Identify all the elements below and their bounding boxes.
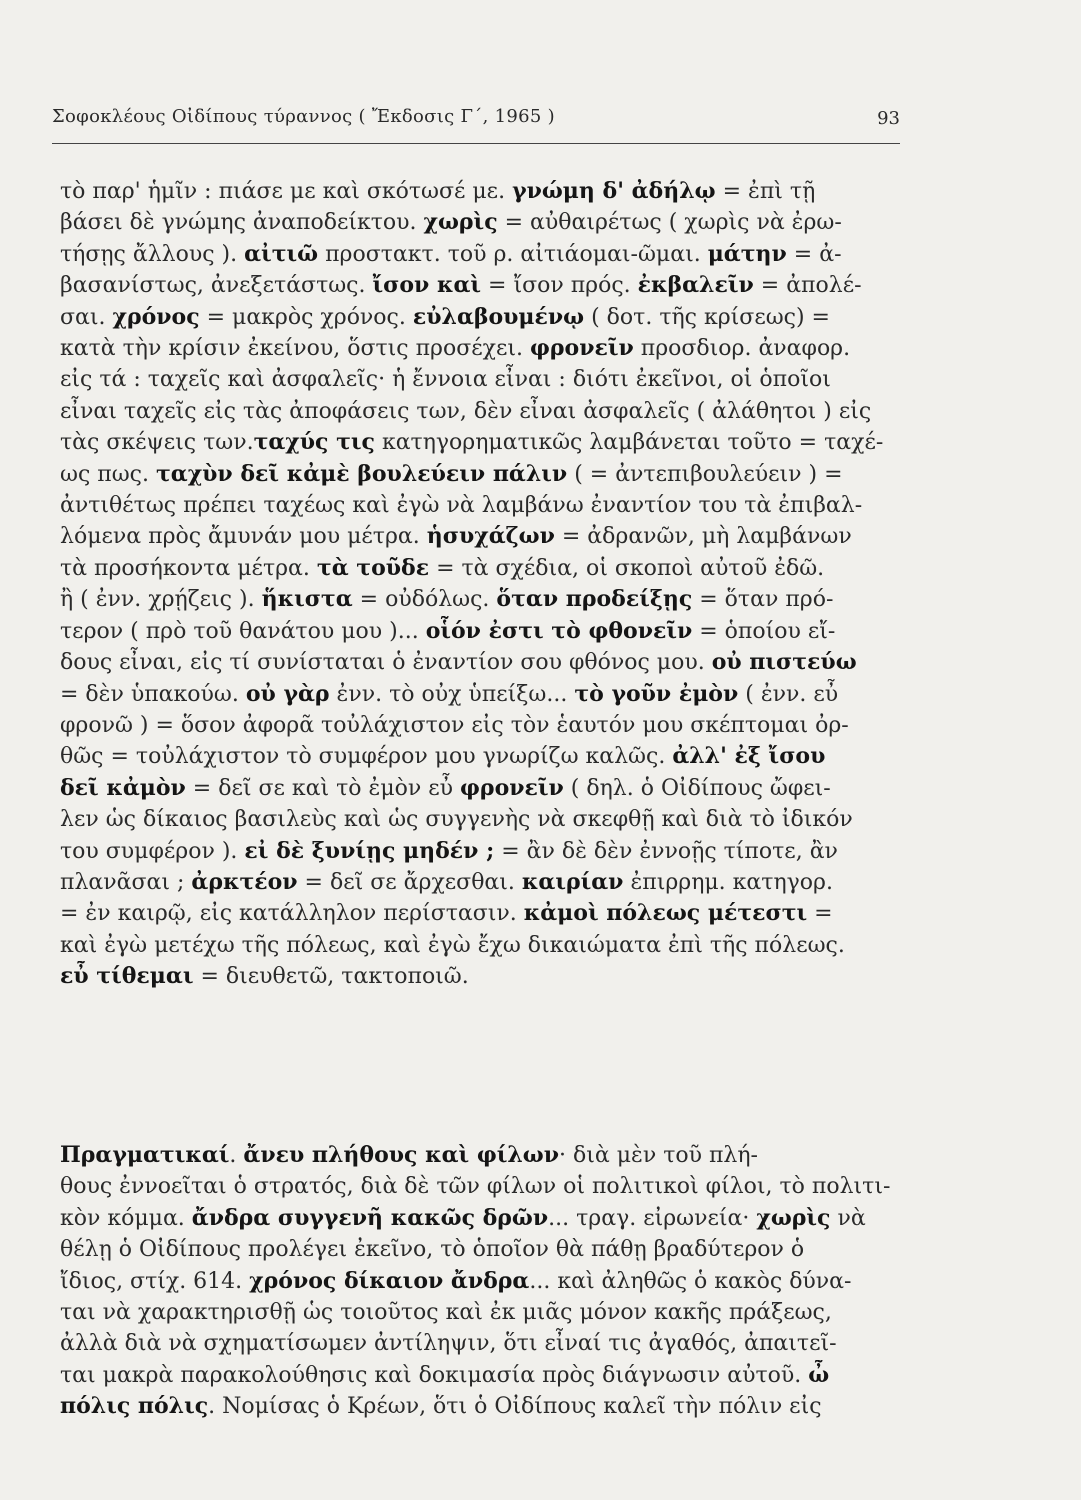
text-line: Πραγματικαί. ἄνευ πλήθους καὶ φίλων· διὰ μὲν τοῦ πλή-	[60, 1142, 758, 1168]
text-line: λεν ὡς δίκαιος βασιλεὺς καὶ ὡς συγγενὴς νὰ σκεφθῇ καὶ διὰ τὸ ἰδικόν	[60, 807, 853, 833]
text-line: θῶς = τοὐλάχιστον τὸ συμφέρον μου γνωρίζω καλῶς. ἀλλ' ἐξ ἴσου	[60, 743, 826, 770]
text-line: βάσει δὲ γνώμης ἀναποδείκτου. χωρὶς = αὐθαιρέτως ( χωρὶς νὰ ἐρω-	[60, 209, 842, 236]
text-line: ἴδιος, στίχ. 614. χρόνος δίκαιον ἄνδρα... καὶ ἀληθῶς ὁ κακὸς δύνα-	[60, 1267, 852, 1294]
text-line: εἰς τά : ταχεῖς καὶ ἀσφαλεῖς· ἡ ἔννοια εἶναι : διότι ἐκεῖνοι, οἱ ὁποῖοι	[60, 367, 831, 393]
text-line: δους εἶναι, εἰς τί συνίσταται ὁ ἐναντίον σου φθόνος μου. οὐ πιστεύω	[60, 649, 857, 676]
text-line: του συμφέρον ). εἰ δὲ ξυνίῃς μηδέν ; = ἂν δὲ δὲν ἐννοῇς τίποτε, ἂν	[60, 837, 838, 864]
text-line: τὰ προσήκοντα μέτρα. τὰ τοῦδε = τὰ σχέδια, οἱ σκοποὶ αὐτοῦ ἐδῶ.	[60, 554, 825, 581]
running-head: Σοφοκλέους Οἰδίπους τύραννος ( Ἔκδοσις Γ΄, 1965 )	[52, 106, 556, 127]
text-line: βασανίστως, ἀνεξετάστως. ἴσον καὶ = ἴσον πρός. ἐκβαλεῖν = ἀπολέ-	[60, 272, 862, 299]
text-line: = δὲν ὑπακούω. οὐ γὰρ ἐνν. τὸ οὐχ ὑπείξω... τὸ γοῦν ἐμὸν ( ἐνν. εὖ	[60, 680, 839, 707]
text-line: σαι. χρόνος = μακρὸς χρόνος. εὐλαβουμένῳ ( δοτ. τῆς κρίσεως) =	[60, 303, 830, 330]
text-line: θέλῃ ὁ Οἰδίπους προλέγει ἐκεῖνο, τὸ ὁποῖον θὰ πάθῃ βραδύτερον ὁ	[60, 1237, 805, 1263]
text-line: ἀντιθέτως πρέπει ταχέως καὶ ἐγὼ νὰ λαμβάνω ἐναντίον του τὰ ἐπιβαλ-	[60, 493, 863, 519]
text-line: δεῖ κἀμὸν = δεῖ σε καὶ τὸ ἐμὸν εὖ φρονεῖν ( δηλ. ὁ Οἰδίπους ὤφει-	[60, 774, 831, 801]
page-number: 93	[877, 108, 900, 129]
text-line: εὖ τίθεμαι = διευθετῶ, τακτοποιῶ.	[60, 963, 469, 990]
text-line: ἢ ( ἐνν. χρῄζεις ). ἥκιστα = οὐδόλως. ὅταν προδείξῃς = ὅταν πρό-	[60, 586, 834, 613]
text-line: θους ἐννοεῖται ὁ στρατός, διὰ δὲ τῶν φίλων οἱ πολιτικοὶ φίλοι, τὸ πολιτι-	[60, 1174, 891, 1200]
text-line: καὶ ἐγὼ μετέχω τῆς πόλεως, καὶ ἐγὼ ἔχω δικαιώματα ἐπὶ τῆς πόλεως.	[60, 932, 845, 958]
header-rule	[52, 143, 900, 144]
commentary-paragraph-2	[60, 1140, 910, 1423]
text-line: ται μακρὰ παρακολούθησις καὶ δοκιμασία πρὸς διάγνωσιν αὐτοῦ. ὦ	[60, 1361, 830, 1388]
text-line: πόλις πόλις. Νομίσας ὁ Κρέων, ὅτι ὁ Οἰδίπους καλεῖ τὴν πόλιν εἰς	[60, 1393, 822, 1420]
text-line: ται νὰ χαρακτηρισθῇ ὡς τοιοῦτος καὶ ἐκ μιᾶς μόνον κακῆς πράξεως,	[60, 1300, 832, 1326]
text-line: φρονῶ ) = ὅσον ἀφορᾶ τοὐλάχιστον εἰς τὸν ἑαυτόν μου σκέπτομαι ὀρ-	[60, 712, 849, 738]
text-line: τὸ παρ' ἡμῖν : πιάσε με καὶ σκότωσέ με. γνώμη δ' ἀδήλῳ = ἐπὶ τῇ	[60, 178, 816, 204]
text-line: τήσῃς ἄλλους ). αἰτιῶ προστακτ. τοῦ ρ. αἰτιάομαι-ῶμαι. μάτην = ἀ-	[60, 240, 842, 267]
text-line: εἶναι ταχεῖς εἰς τὰς ἀποφάσεις των, δὲν εἶναι ἀσφαλεῖς ( ἀλάθητοι ) εἰς	[60, 398, 872, 424]
text-line: κατὰ τὴν κρίσιν ἐκείνου, ὅστις προσέχει. φρονεῖν προσδιορ. ἀναφορ.	[60, 335, 851, 362]
text-line: ἀλλὰ διὰ νὰ σχηματίσωμεν ἀντίληψιν, ὅτι εἶναί τις ἀγαθός, ἀπαιτεῖ-	[60, 1331, 837, 1357]
text-line: τερον ( πρὸ τοῦ θανάτου μου )... οἷόν ἐστι τὸ φθονεῖν = ὁποίου εἴ-	[60, 617, 836, 644]
text-line: λόμενα πρὸς ἄμυνάν μου μέτρα. ἡσυχάζων = ἀδρανῶν, μὴ λαμβάνων	[60, 523, 852, 550]
text-line: πλανᾶσαι ; ἀρκτέον = δεῖ σε ἄρχεσθαι. καιρίαν ἐπιρρημ. κατηγορ.	[60, 868, 833, 895]
text-line: κὸν κόμμα. ἄνδρα συγγενῆ κακῶς δρῶν... τραγ. εἰρωνεία· χωρὶς νὰ	[60, 1204, 866, 1231]
text-line: ως πως. ταχὺν δεῖ κἀμὲ βουλεύειν πάλιν ( = ἀντεπιβουλεύειν ) =	[60, 460, 843, 487]
text-line: τὰς σκέψεις των.ταχύς τις κατηγορηματικῶς λαμβάνεται τοῦτο = ταχέ-	[60, 429, 884, 456]
commentary-paragraph-1	[60, 176, 910, 993]
text-line: = ἐν καιρῷ, εἰς κατάλληλον περίστασιν. κἀμοὶ πόλεως μέτεστι =	[60, 900, 833, 927]
